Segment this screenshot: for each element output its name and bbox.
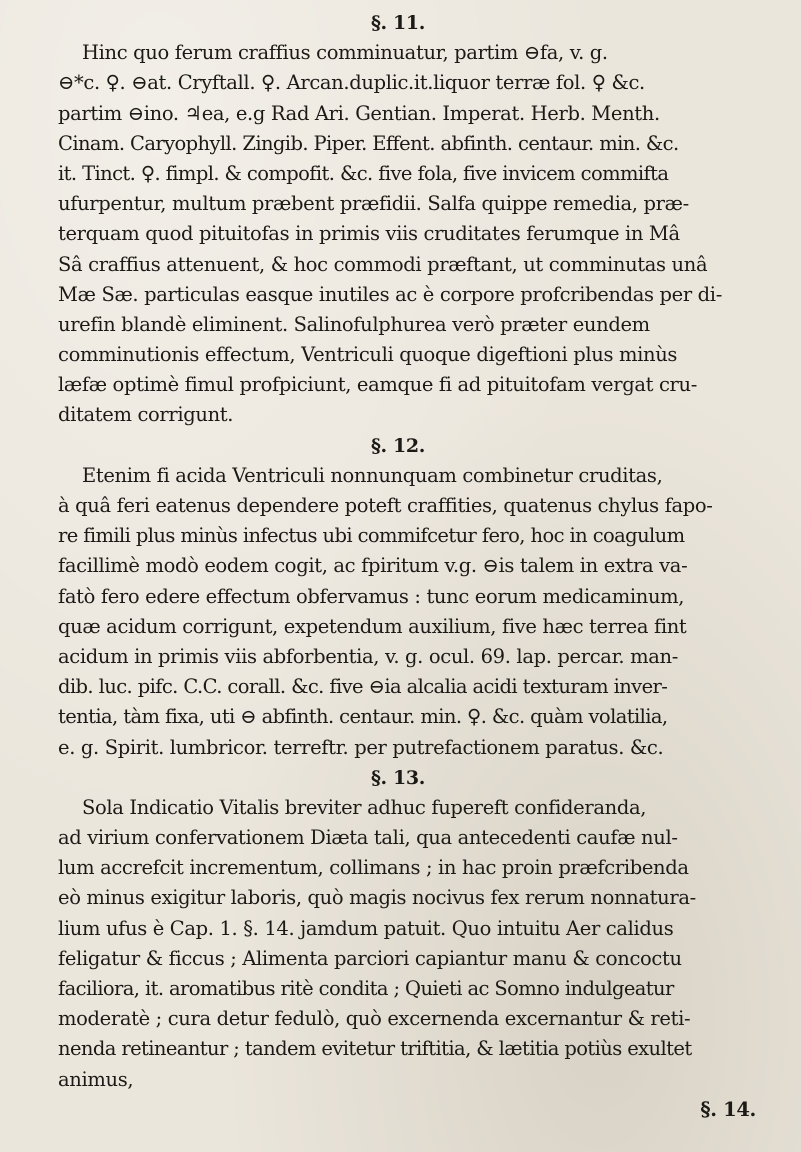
text-line: læfæ optimè fimul profpiciunt, eamque fi ad pituitofam vergat cru- — [58, 373, 697, 397]
text-line: e. g. Spirit. lumbricor. terreftr. per putrefactionem paratus. &c. — [58, 735, 664, 759]
text-line: ad virium confervationem Diæta tali, qua antecedenti caufæ nul- — [58, 826, 678, 850]
text-line: tentia, tàm fixa, uti ⊖ abfinth. centaur. min. ♀. &c. quàm volatilia, — [58, 705, 668, 729]
text-line: lum accrefcit incrementum, collimans ; in hac proin præfcribenda — [58, 856, 689, 880]
text-line: terquam quod pituitofas in primis viis cruditates ferumque in Mâ — [58, 222, 680, 246]
text-line: Mæ Sæ. particulas easque inutiles ac è corpore profcribendas per di- — [58, 282, 722, 306]
text-line: it. Tinct. ♀. fimpl. & compofit. &c. five fola, five invicem commifta — [58, 161, 669, 185]
text-line: à quâ feri eatenus dependere poteft craffities, quatenus chylus fapo- — [58, 494, 713, 517]
text-line: Etenim fi acida Ventriculi nonnunquam combinetur cruditas, — [82, 463, 663, 487]
text-line: nenda retineantur ; tandem evitetur triftitia, & lætitia potiùs exultet — [58, 1037, 692, 1061]
text-line: ufurpentur, multum præbent præfidii. Salfa quippe remedia, præ- — [58, 192, 689, 216]
text-line: comminutionis effectum, Ventriculi quoque digeftioni plus minùs — [58, 343, 678, 367]
text-line: faciliora, it. aromatibus ritè condita ; Quieti ac Somno indulgeatur — [58, 977, 674, 1000]
text-line: Hinc quo ferum craffius comminuatur, partim ⊖fa, v. g. — [82, 41, 608, 65]
text-line: fatò fero edere effectum obfervamus : tunc eorum medicaminum, — [58, 584, 685, 608]
text-line: partim ⊖ino. ♃ea, e.g Rad Ari. Gentian. Imperat. Herb. Menth. — [58, 101, 660, 125]
text-line: eò minus exigitur laboris, quò magis nocivus fex rerum nonnatura- — [58, 886, 696, 910]
text-line: dib. luc. pifc. C.C. corall. &c. five ⊖ia alcalia acidi texturam inver- — [58, 675, 668, 699]
text-line: feligatur & ficcus ; Alimenta parciori capiantur manu & concoctu — [58, 946, 682, 970]
text-line: acidum in primis viis abforbentia, v. g. ocul. 69. lap. percar. man- — [58, 644, 678, 668]
text-line: Sâ craffius attenuent, & hoc commodi præftant, ut comminutas unâ — [58, 252, 708, 276]
text-line: ⊖*c. ♀. ⊖at. Cryftall. ♀. Arcan.duplic.it.liquor terræ fol. ♀ &c. — [58, 71, 645, 95]
catchword: §. 14. — [700, 1097, 756, 1121]
section-heading-13: §. 13. — [370, 766, 426, 789]
text-line: moderatè ; cura detur fedulò, quò excernenda excernantur & reti- — [58, 1007, 691, 1031]
text-line: Sola Indicatio Vitalis breviter adhuc fupereft confideranda, — [82, 795, 647, 819]
text-line: lium ufus è Cap. 1. §. 14. jamdum patuit. Quo intuitu Aer calidus — [58, 916, 674, 940]
section-heading-12: §. 12. — [370, 434, 426, 457]
text-line: urefin blandè eliminent. Salinofulphurea verò præter eundem — [58, 312, 650, 336]
section-heading-11: §. 11. — [370, 12, 426, 34]
text-line: ditatem corrigunt. — [58, 403, 234, 427]
text-line: quæ acidum corrigunt, expetendum auxilium, five hæc terrea fint — [58, 614, 687, 638]
text-line: Cinam. Caryophyll. Zingib. Piper. Effent. abfinth. centaur. min. &c. — [58, 131, 679, 155]
page-text — [58, 8, 778, 1125]
text-line: re fimili plus minùs infectus ubi commifcetur fero, hoc in coagulum — [58, 524, 685, 548]
text-line: animus, — [58, 1067, 134, 1091]
text-line: facillimè modò eodem cogit, ac fpiritum v.g. ⊖is talem in extra va- — [58, 554, 688, 578]
